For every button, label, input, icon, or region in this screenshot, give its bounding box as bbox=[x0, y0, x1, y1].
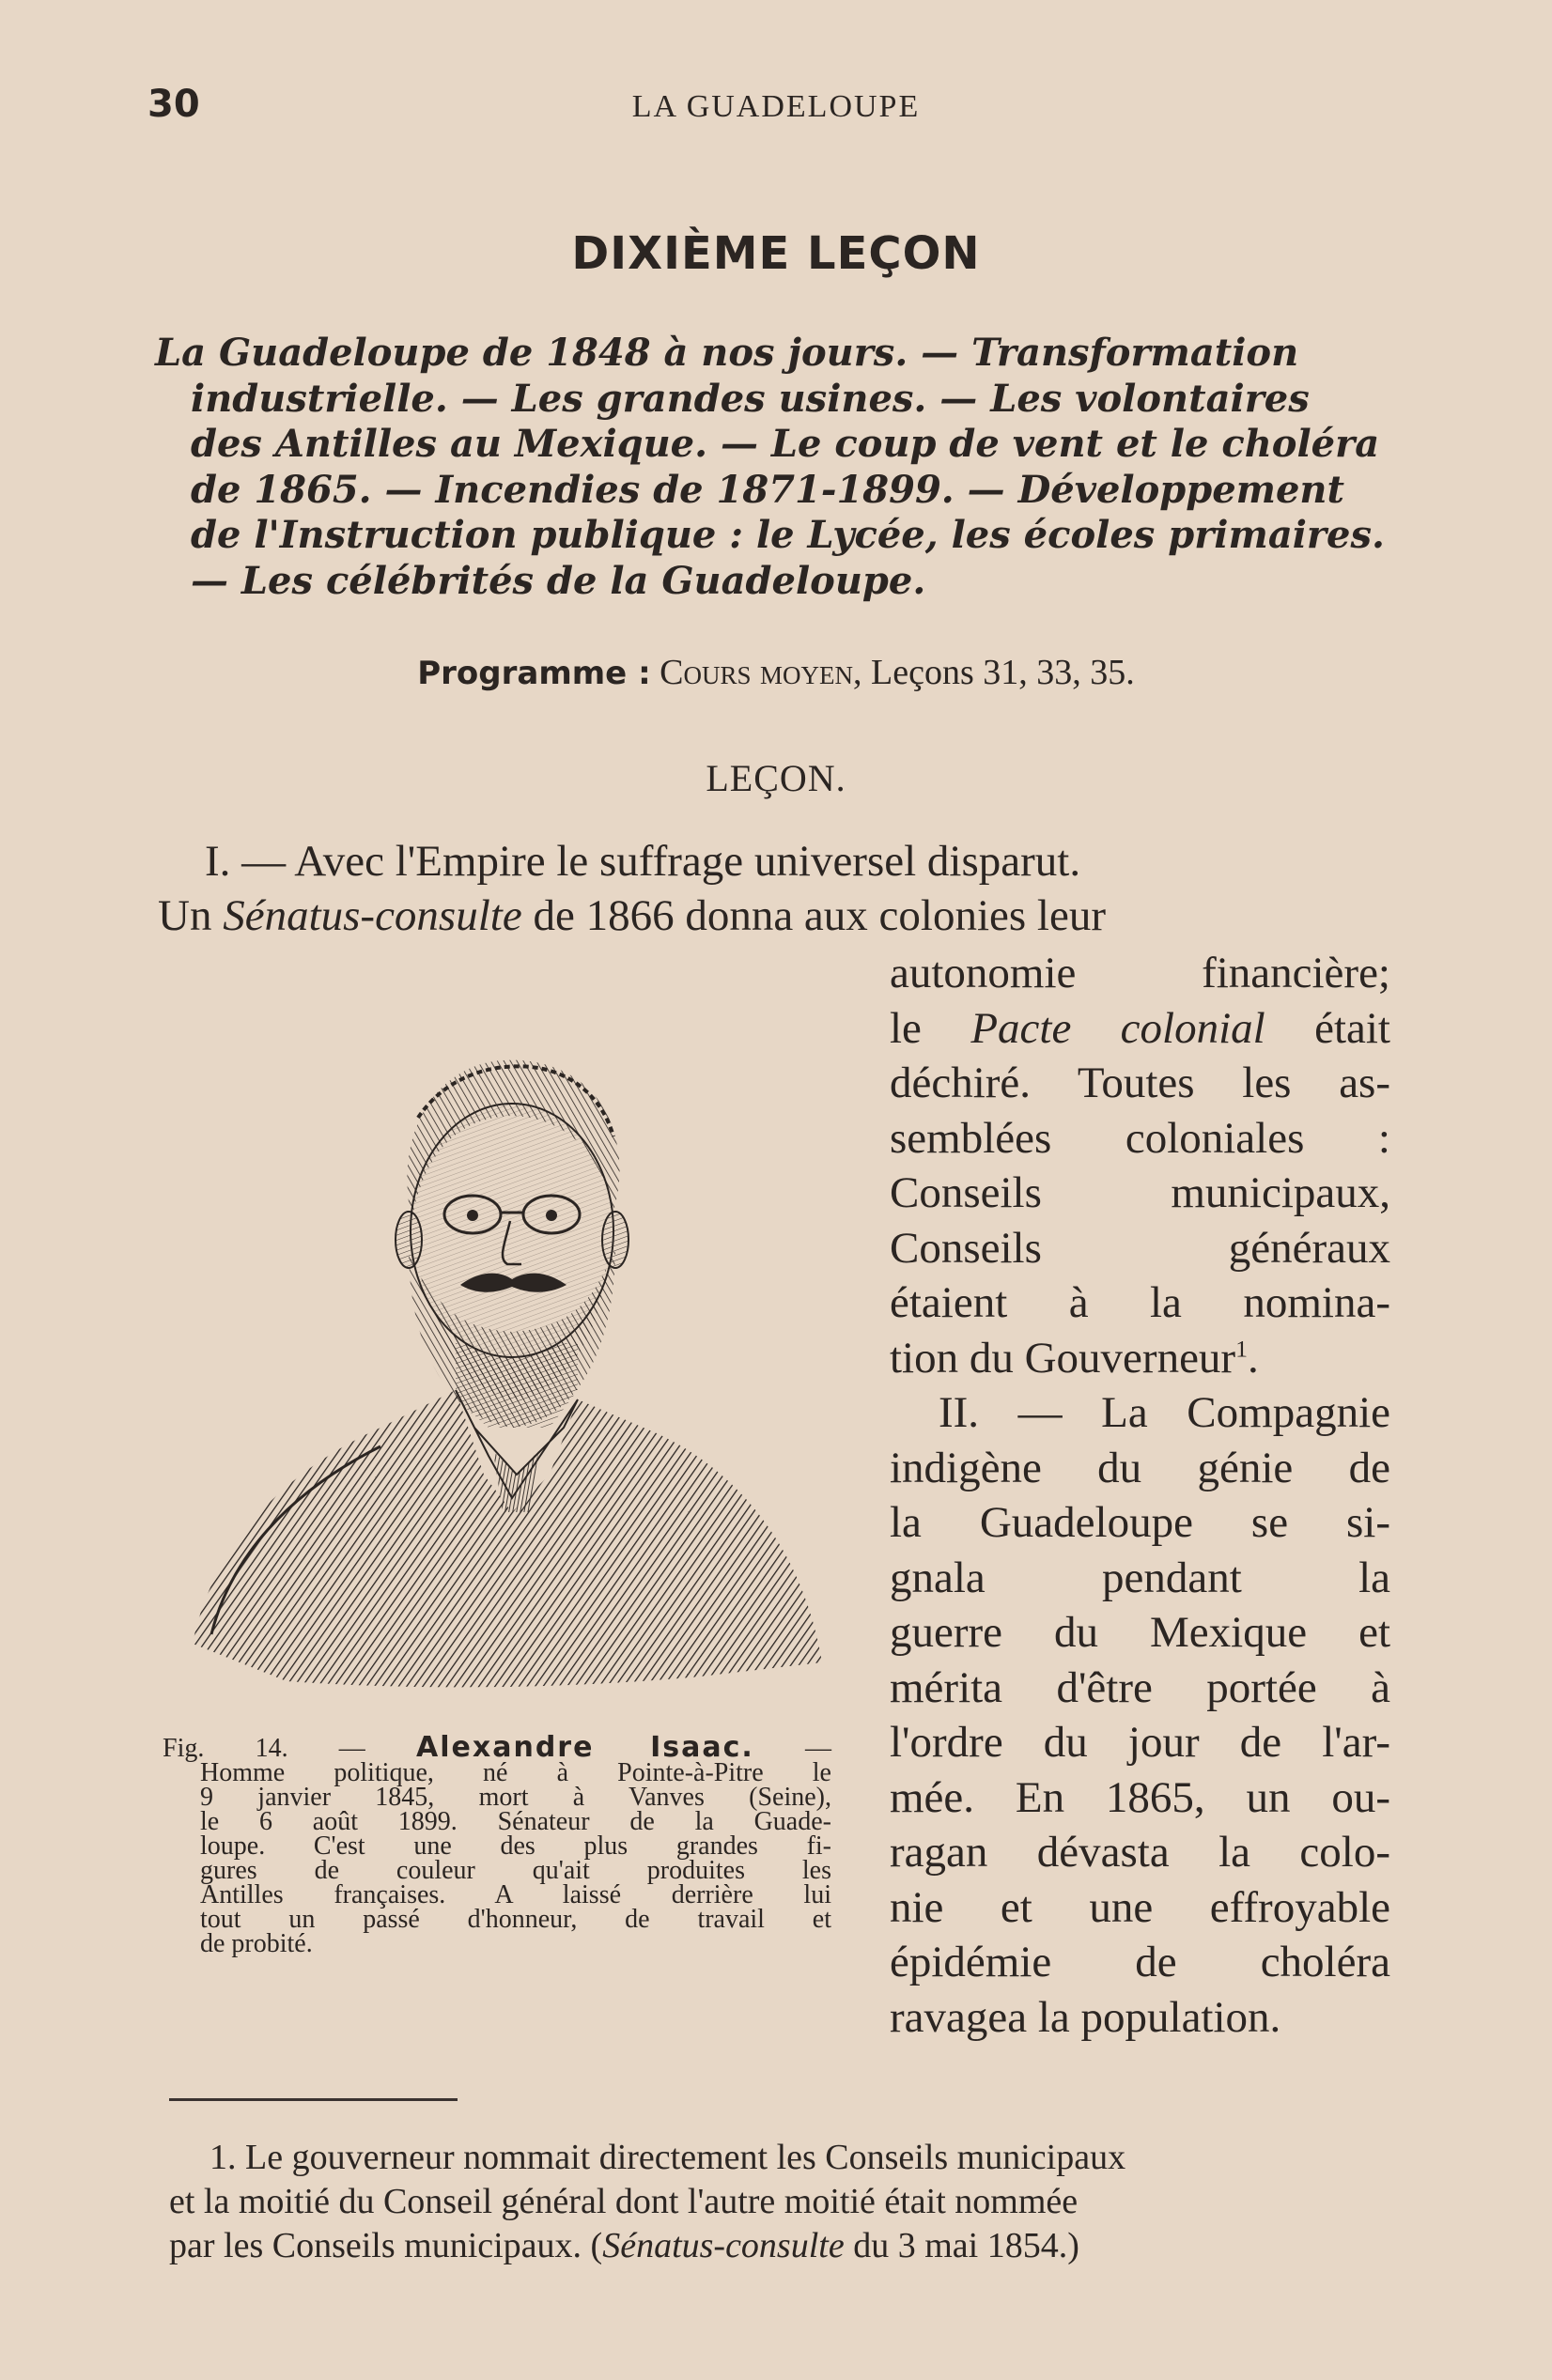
column-line: mérita d'être portée à bbox=[890, 1662, 1390, 1712]
text-run: était bbox=[1265, 1003, 1390, 1053]
italic-term: Sénatus-consulte bbox=[223, 891, 522, 940]
column-line: épidémie de choléra bbox=[890, 1938, 1390, 1986]
column-line: tion du Gouverneur$^1$. bbox=[890, 1333, 1259, 1383]
column-line: gnala pendant la bbox=[890, 1553, 1390, 1602]
text-run: du 3 mai 1854.) bbox=[844, 2226, 1079, 2265]
column-line: autonomie financière; bbox=[890, 949, 1390, 997]
running-title: LA GUADELOUPE bbox=[631, 89, 921, 124]
summary-line: des Antilles au Mexique. — Le coup de vent et le choléra bbox=[191, 422, 1380, 466]
column-line: Conseils municipaux, bbox=[890, 1168, 1390, 1217]
italic-term: Pacte colonial bbox=[970, 1003, 1265, 1053]
footnote-line: et la moitié du Conseil général dont l'autre moitié était nommée bbox=[169, 2182, 1079, 2221]
footnote-marker: 1 bbox=[1235, 1334, 1249, 1362]
portrait-engraving bbox=[174, 986, 831, 1700]
programme-lessons: , Leçons 31, 33, 35. bbox=[853, 653, 1135, 692]
caption-line: Homme politique, né à Pointe-à-Pitre le bbox=[200, 1758, 831, 1787]
caption-line: gures de couleur qu'ait produites les bbox=[200, 1856, 831, 1885]
text-run: tion du Gouverneur bbox=[890, 1333, 1236, 1383]
figure-label: Fig. 14. — bbox=[163, 1734, 417, 1763]
summary-line: de 1865. — Incendies de 1871-1899. — Développement bbox=[191, 467, 1344, 512]
caption-line bbox=[163, 1731, 831, 1764]
page-number: 30 bbox=[147, 83, 200, 126]
right-column-text bbox=[890, 946, 1390, 2045]
caption-line: loupe. C'est une des plus grandes fi- bbox=[200, 1831, 831, 1861]
column-line: semblées coloniales : bbox=[890, 1113, 1390, 1163]
programme-line bbox=[0, 652, 1552, 693]
summary-line: — Les célébrités de la Guadeloupe. bbox=[191, 558, 926, 603]
footnote bbox=[169, 2136, 1395, 2268]
summary-line: La Guadeloupe de 1848 à nos jours. — Transformation bbox=[155, 331, 1299, 375]
caption-line: 9 janvier 1845, mort à Vanves (Seine), bbox=[200, 1783, 831, 1812]
text-run: Un bbox=[158, 891, 224, 940]
lesson-title: DIXIÈME LEÇON bbox=[571, 227, 981, 280]
summary-line: industrielle. — Les grandes usines. — Les volontaires bbox=[191, 376, 1310, 421]
column-line: étaient à la nomina- bbox=[890, 1278, 1390, 1327]
figure-caption bbox=[163, 1731, 831, 1958]
column-line: ragan dévasta la colo- bbox=[890, 1828, 1390, 1877]
column-line bbox=[890, 1001, 1390, 1057]
lesson-summary bbox=[155, 331, 1386, 604]
section-heading: LEÇON. bbox=[706, 757, 846, 799]
programme-course: Cours moyen bbox=[660, 653, 854, 692]
coat bbox=[193, 1390, 822, 1687]
body-line: I. — Avec l'Empire le suffrage universel disparut. bbox=[205, 837, 1081, 886]
footnote-line: 1. Le gouverneur nommait directement les Conseils municipaux bbox=[210, 2138, 1126, 2177]
column-line: Conseils généraux bbox=[890, 1223, 1390, 1273]
text-run: par les Conseils municipaux. ( bbox=[169, 2226, 603, 2265]
column-line: indigène du génie de bbox=[890, 1443, 1390, 1492]
column-line: nie et une effroyable bbox=[890, 1882, 1390, 1932]
footnote-line bbox=[169, 2224, 1395, 2268]
figure-name: Alexandre Isaac. bbox=[416, 1731, 754, 1764]
programme-label: Programme : bbox=[417, 655, 651, 692]
italic-term: Sénatus-consulte bbox=[602, 2226, 845, 2265]
caption-line: de probité. bbox=[200, 1929, 313, 1958]
caption-line: Antilles françaises. A laissé derrière lui bbox=[200, 1880, 831, 1909]
column-line: II. — La Compagnie bbox=[939, 1388, 1390, 1437]
text-run: — bbox=[753, 1734, 831, 1763]
summary-line: de l'Instruction publique : le Lycée, les écoles primaires. bbox=[191, 513, 1385, 557]
column-line: la Guadeloupe se si- bbox=[890, 1498, 1390, 1547]
caption-line: le 6 août 1899. Sénateur de la Guade- bbox=[200, 1807, 831, 1836]
column-line: mée. En 1865, un ou- bbox=[890, 1772, 1390, 1822]
column-line: guerre du Mexique et bbox=[890, 1608, 1390, 1657]
column-line: déchiré. Toutes les as- bbox=[890, 1059, 1390, 1107]
text-run: de 1866 donna aux colonies leur bbox=[521, 891, 1106, 940]
text-run: le bbox=[890, 1003, 971, 1053]
column-line: l'ordre du jour de l'ar- bbox=[890, 1718, 1390, 1767]
paragraph-intro bbox=[158, 834, 1389, 943]
body-line bbox=[158, 889, 1389, 943]
footnote-rule bbox=[169, 2098, 458, 2101]
caption-line: tout un passé d'honneur, de travail et bbox=[200, 1905, 831, 1934]
column-line: ravagea la population. bbox=[890, 1992, 1281, 2042]
